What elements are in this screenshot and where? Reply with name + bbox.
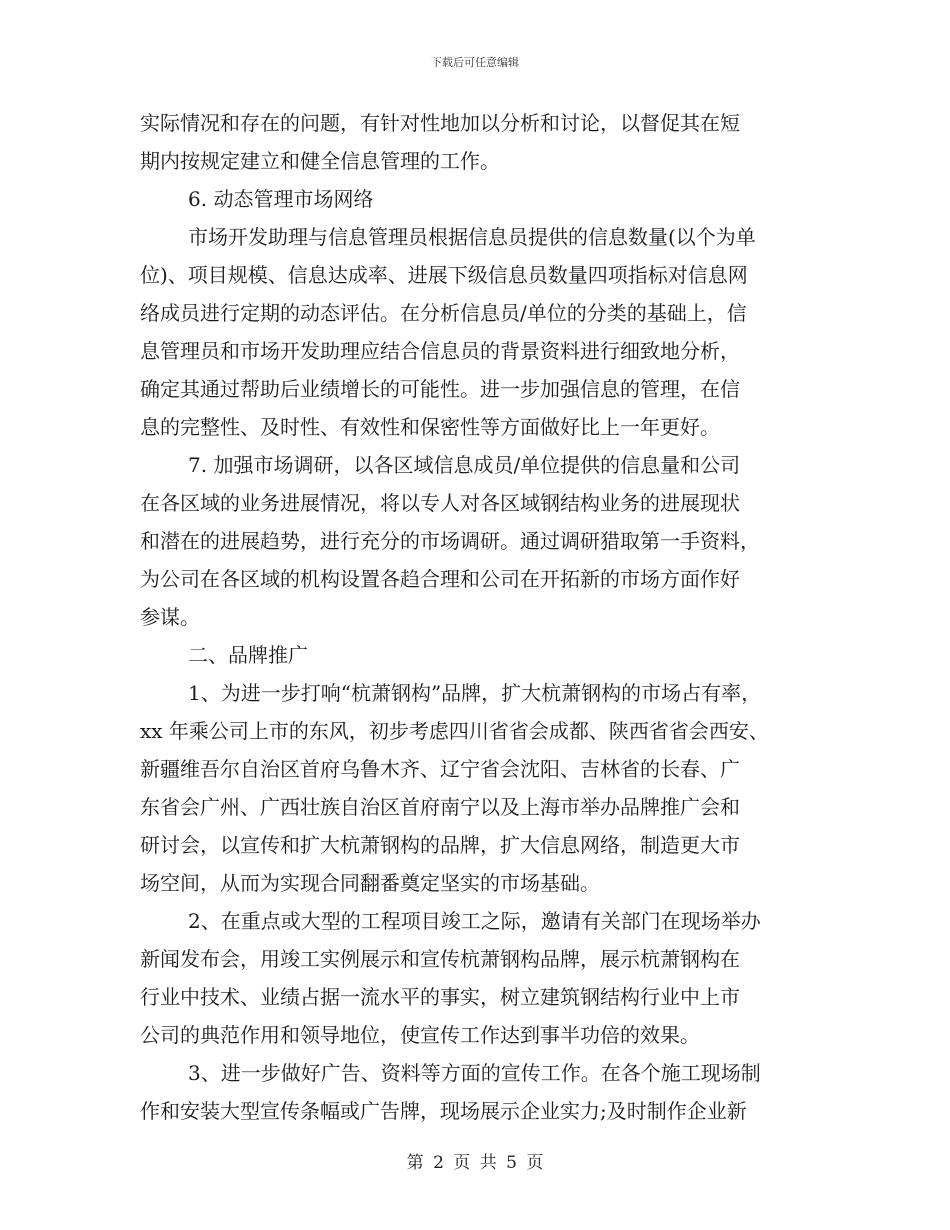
text-line: 参谋。 [140, 605, 200, 629]
text-line: 公司的典范作用和领导地位，使宣传工作达到事半功倍的效果。 [140, 1023, 700, 1047]
text-line: 研讨会，以宣传和扩大杭萧钢构的品牌，扩大信息网络，制造更大市 [140, 833, 740, 857]
text-line: 息的完整性、及时性、有效性和保密性等方面做好比上一年更好。 [140, 415, 720, 439]
text-line: 7. 加强市场调研，以各区域信息成员/单位提供的信息量和公司 [188, 453, 741, 477]
text-line: 络成员进行定期的动态评估。在分析信息员/单位的分类的基础上，信 [140, 301, 747, 325]
text-line: 1、为进一步打响“杭萧钢构”品牌，扩大杭萧钢构的市场占有率， [188, 681, 762, 705]
text-line: 新闻发布会，用竣工实例展示和宣传杭萧钢构品牌，展示杭萧钢构在 [140, 947, 740, 971]
text-line: 新疆维吾尔自治区首府乌鲁木齐、辽宁省会沈阳、吉林省的长春、广 [140, 757, 740, 781]
page-footer: 第 2 页 共 5 页 [406, 1153, 544, 1173]
body-text [140, 104, 810, 1130]
text-line: 息管理员和市场开发助理应结合信息员的背景资料进行细致地分析， [140, 339, 740, 363]
text-line: 6. 动态管理市场网络 [188, 187, 374, 211]
text-line: 作和安装大型宣传条幅或广告牌，现场展示企业实力;及时制作企业新 [140, 1099, 747, 1123]
text-line: 在各区域的业务进展情况，将以专人对各区域钢结构业务的进展现状 [140, 491, 740, 515]
text-line: 场空间，从而为实现合同翻番奠定坚实的市场基础。 [140, 871, 600, 895]
text-line: 实际情况和存在的问题，有针对性地加以分析和讨论，以督促其在短 [140, 111, 740, 135]
text-line: 行业中技术、业绩占据一流水平的事实，树立建筑钢结构行业中上市 [140, 985, 740, 1009]
text-line: 东省会广州、广西壮族自治区首府南宁以及上海市举办品牌推广会和 [140, 795, 740, 819]
text-line: 3、进一步做好广告、资料等方面的宣传工作。在各个施工现场制 [188, 1061, 761, 1085]
text-line: 2、在重点或大型的工程项目竣工之际，邀请有关部门在现场举办 [188, 909, 761, 933]
text-line: 和潜在的进展趋势，进行充分的市场调研。通过调研猎取第一手资料， [140, 529, 760, 553]
header-note: 下载后可任意编辑 [431, 56, 519, 69]
text-line: 为公司在各区域的机构设置各趋合理和公司在开拓新的市场方面作好 [140, 567, 740, 591]
text-line: 二、品牌推广 [188, 643, 308, 667]
text-line: 市场开发助理与信息管理员根据信息员提供的信息数量(以个为单 [188, 225, 756, 249]
text-line: 确定其通过帮助后业绩增长的可能性。进一步加强信息的管理，在信 [140, 377, 740, 401]
text-line: 期内按规定建立和健全信息管理的工作。 [140, 149, 500, 173]
text-line: 位)、项目规模、信息达成率、进展下级信息员数量四项指标对信息网 [140, 263, 748, 287]
text-line: xx 年乘公司上市的东风，初步考虑四川省省会成都、陕西省省会西安、 [140, 719, 769, 743]
